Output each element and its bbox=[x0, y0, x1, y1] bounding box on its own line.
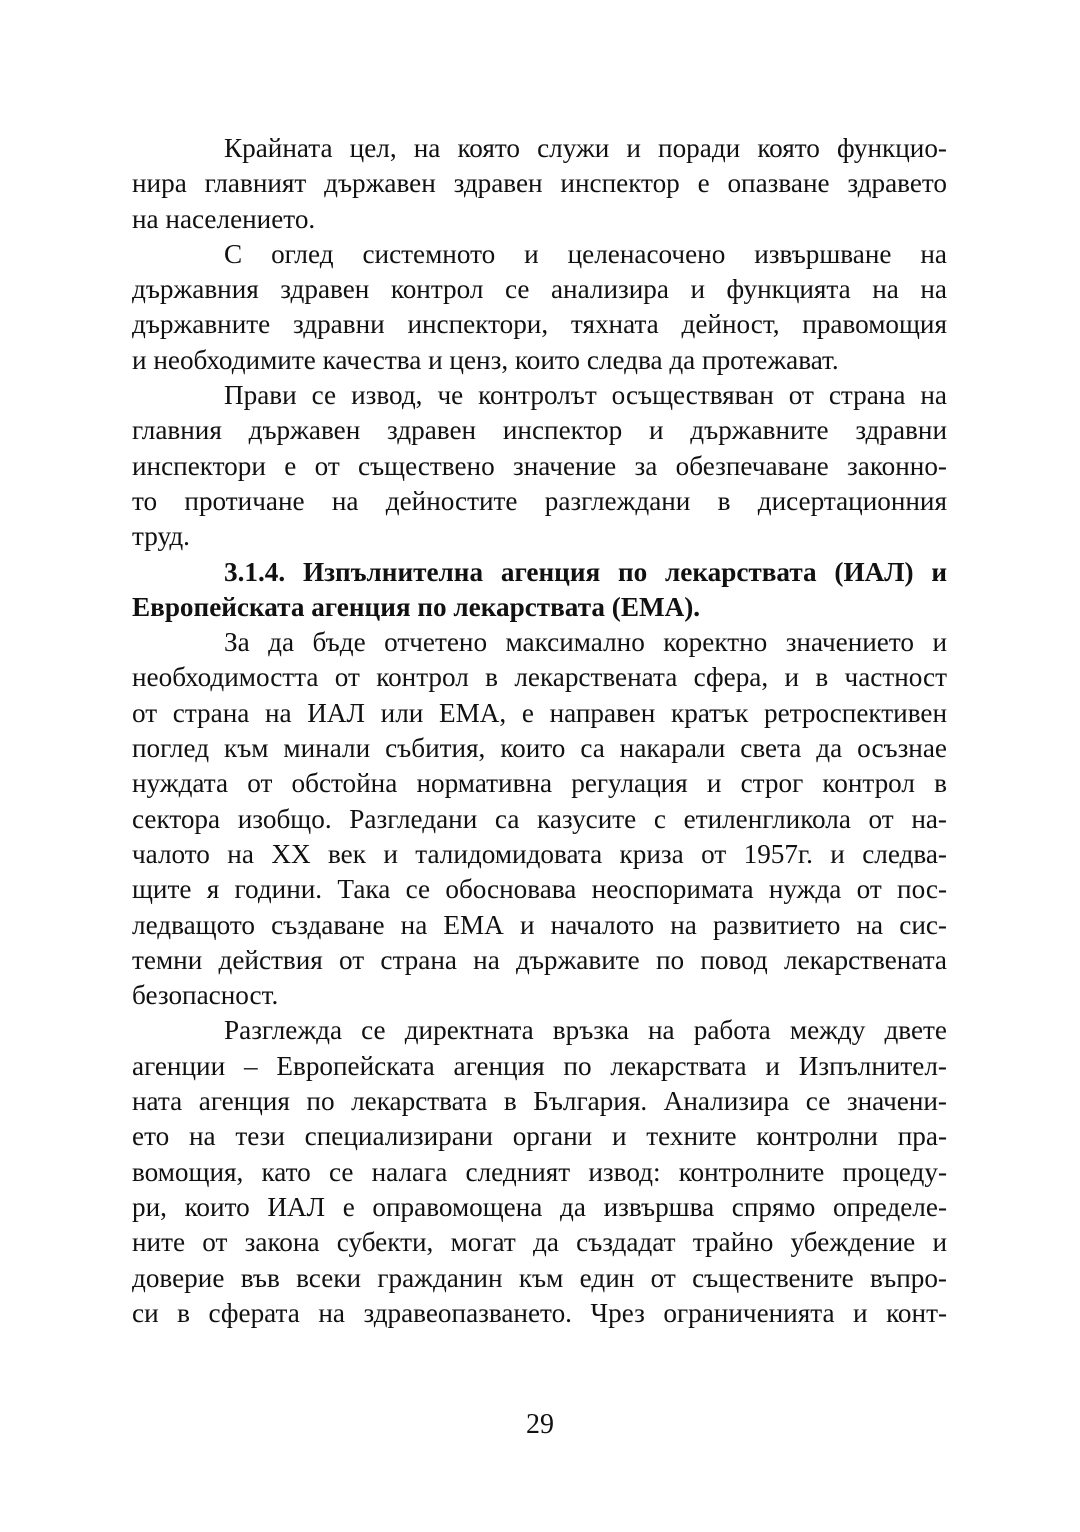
text-line: вомощия, като се налага следният извод: контролните процеду- bbox=[132, 1156, 947, 1187]
text-line: доверие във всеки гражданин към един от съществените въпро- bbox=[132, 1262, 947, 1293]
text-line: безопасност. bbox=[132, 980, 279, 1011]
text-line: сектора изобщо. Разгледани са казусите с етиленгликола от на- bbox=[132, 803, 947, 834]
text-line: нира главният държавен здравен инспектор е опазване здравето bbox=[132, 168, 947, 199]
text-line: Разглежда се директната връзка на работа между двете bbox=[224, 1015, 947, 1046]
text-line: ето на тези специализирани органи и техните контролни пра- bbox=[132, 1121, 947, 1152]
text-line: инспектори е от съществено значение за обезпечаване законно- bbox=[132, 450, 947, 481]
text-line: на населението. bbox=[132, 203, 316, 234]
page-number: 29 bbox=[526, 1409, 554, 1440]
text-line: нуждата от обстойна нормативна регулация и строг контрол в bbox=[132, 768, 947, 799]
text-line: ните от закона субекти, могат да създадат трайно убеждение и bbox=[132, 1227, 947, 1258]
section-heading-line: 3.1.4. Изпълнителна агенция по лекарствата (ИАЛ) и bbox=[224, 556, 947, 587]
text-line: поглед към минали събития, които са накарали света да осъзнае bbox=[132, 733, 947, 764]
text-line: необходимостта от контрол в лекарствената сфера, и в частност bbox=[132, 662, 947, 693]
text-line: държавните здравни инспектори, тяхната дейност, правомощия bbox=[132, 309, 947, 340]
text-line: агенции – Европейската агенция по лекарствата и Изпълнител- bbox=[132, 1050, 947, 1081]
text-line: си в сферата на здравеопазването. Чрез ограниченията и конт- bbox=[132, 1297, 947, 1328]
section-heading-line: Европейската агенция по лекарствата (ЕМА). bbox=[132, 591, 701, 622]
text-line: Крайната цел, на която служи и поради която функцио- bbox=[224, 133, 947, 163]
text-line: то протичане на дейностите разглеждани в дисертационния bbox=[132, 485, 947, 516]
text-line: С оглед системното и целенасочено извършване на bbox=[224, 238, 947, 269]
text-line: главния държавен здравен инспектор и държавните здравни bbox=[132, 415, 947, 446]
text-line: труд. bbox=[132, 521, 190, 552]
text-line: ледващото създаване на ЕМА и началото на развитието на сис- bbox=[132, 909, 947, 940]
text-line: ри, които ИАЛ е оправомощена да извършва спрямо определе- bbox=[132, 1191, 947, 1222]
text-line: държавния здравен контрол се анализира и функцията на на bbox=[132, 274, 947, 305]
text-line: Прави се извод, че контролът осъществяван от страна на bbox=[224, 380, 947, 411]
document-body bbox=[132, 131, 947, 1331]
text-line: За да бъде отчетено максимално коректно значението и bbox=[224, 627, 947, 658]
text-line: от страна на ИАЛ или ЕМА, е направен кратък ретроспективен bbox=[132, 697, 947, 728]
text-line: щите я години. Така се обосновава неоспоримата нужда от пос- bbox=[132, 874, 947, 905]
text-line: чалото на XX век и талидомидовата криза от 1957г. и следва- bbox=[132, 838, 947, 869]
text-line: и необходимите качества и ценз, които следва да протежават. bbox=[132, 344, 839, 375]
text-line: ната агенция по лекарствата в България. Анализира се значени- bbox=[132, 1086, 947, 1117]
text-line: темни действия от страна на държавите по повод лекарствената bbox=[132, 944, 947, 975]
